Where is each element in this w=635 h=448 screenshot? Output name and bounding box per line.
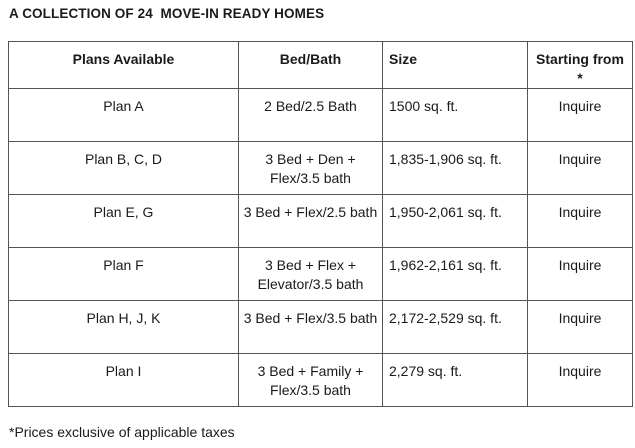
size-cell: 1,962-2,161 sq. ft.: [383, 248, 528, 301]
plans-table: [8, 41, 633, 407]
header-plans-available: Plans Available: [9, 42, 239, 89]
table-row: [9, 89, 633, 142]
header-bed-bath: Bed/Bath: [239, 42, 383, 89]
bed-bath-cell: 3 Bed + Flex/3.5 bath: [239, 301, 383, 354]
price-cell: Inquire: [528, 301, 633, 354]
table-row: [9, 195, 633, 248]
plan-cell: Plan F: [9, 248, 239, 301]
size-cell: 2,279 sq. ft.: [383, 354, 528, 407]
price-cell: Inquire: [528, 142, 633, 195]
table-row: [9, 301, 633, 354]
bed-bath-cell: 3 Bed + Den + Flex/3.5 bath: [239, 142, 383, 195]
table-row: [9, 354, 633, 407]
plan-cell: Plan B, C, D: [9, 142, 239, 195]
bed-bath-cell: 3 Bed + Flex/2.5 bath: [239, 195, 383, 248]
header-size: Size: [383, 42, 528, 89]
plan-cell: Plan E, G: [9, 195, 239, 248]
header-starting-from: Starting from *: [528, 42, 633, 89]
table-row: [9, 248, 633, 301]
price-cell: Inquire: [528, 195, 633, 248]
bed-bath-cell: 3 Bed + Family + Flex/3.5 bath: [239, 354, 383, 407]
price-footnote: *Prices exclusive of applicable taxes: [9, 424, 235, 440]
price-cell: Inquire: [528, 89, 633, 142]
plan-cell: Plan I: [9, 354, 239, 407]
size-cell: 1,950-2,061 sq. ft.: [383, 195, 528, 248]
price-cell: Inquire: [528, 354, 633, 407]
page-title: A COLLECTION OF 24 MOVE-IN READY HOMES: [9, 6, 325, 21]
price-cell: Inquire: [528, 248, 633, 301]
size-cell: 1500 sq. ft.: [383, 89, 528, 142]
size-cell: 2,172-2,529 sq. ft.: [383, 301, 528, 354]
table-row: [9, 142, 633, 195]
plan-cell: Plan A: [9, 89, 239, 142]
table-header-row: [9, 42, 633, 89]
bed-bath-cell: 3 Bed + Flex + Elevator/3.5 bath: [239, 248, 383, 301]
size-cell: 1,835-1,906 sq. ft.: [383, 142, 528, 195]
bed-bath-cell: 2 Bed/2.5 Bath: [239, 89, 383, 142]
plan-cell: Plan H, J, K: [9, 301, 239, 354]
